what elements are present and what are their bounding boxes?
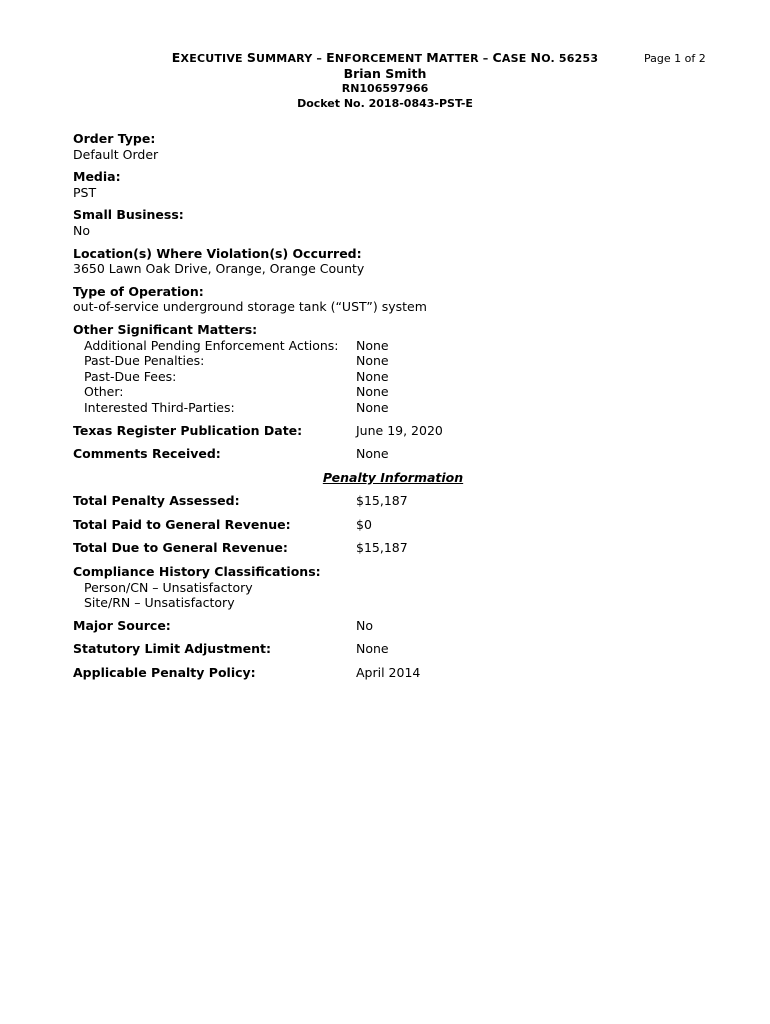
major-source-value: No [356, 617, 373, 633]
title-part: S [246, 50, 257, 65]
operation-block [73, 284, 713, 315]
compliance-label: Compliance History Classifications: [73, 564, 321, 580]
major-source-row [73, 618, 713, 634]
item-key: Additional Pending Enforcement Actions: [84, 337, 339, 353]
penalty-section-heading [73, 470, 713, 486]
docket-number: Docket No. 2018-0843-PST-E [297, 97, 473, 110]
penalty-section-title: Penalty Information [322, 469, 464, 485]
item-value: None [356, 384, 389, 400]
penalty-policy-value: April 2014 [356, 665, 421, 681]
media-block [73, 169, 713, 200]
compliance-list [73, 580, 713, 611]
list-item [84, 338, 713, 354]
item-value: None [356, 399, 389, 415]
title-part: M [426, 50, 439, 65]
major-source-label: Major Source: [73, 617, 171, 633]
publication-date-row [73, 423, 713, 439]
item-value: None [356, 368, 389, 384]
compliance-block [73, 564, 713, 611]
title-part: C [492, 50, 502, 65]
operation-label: Type of Operation: [73, 283, 204, 299]
item-key: Past-Due Penalties: [84, 353, 205, 369]
small-business-value: No [73, 222, 90, 238]
location-label: Location(s) Where Violation(s) Occurred: [73, 245, 362, 261]
list-item: Person/CN – Unsatisfactory [84, 579, 253, 595]
title-part: N [530, 50, 542, 65]
statutory-limit-value: None [356, 641, 389, 657]
penalty-due-row [73, 540, 713, 556]
title-part: ASE [501, 52, 531, 65]
penalty-paid-value: $0 [356, 516, 372, 532]
list-item [84, 400, 713, 416]
operation-value: out-of-service underground storage tank (“UST”) system [73, 299, 427, 315]
title-part: O. 56253 [541, 52, 599, 65]
title-part: UMMARY – [256, 52, 327, 65]
comments-label: Comments Received: [73, 446, 221, 462]
item-key: Other: [84, 384, 124, 400]
small-business-label: Small Business: [73, 207, 184, 223]
list-item: Site/RN – Unsatisfactory [84, 595, 235, 611]
penalty-assessed-value: $15,187 [356, 493, 408, 509]
penalty-due-value: $15,187 [356, 540, 408, 556]
order-type-block [73, 131, 713, 162]
publication-date-value: June 19, 2020 [356, 422, 443, 438]
other-matters-block [73, 322, 713, 416]
comments-row [73, 446, 713, 462]
page-number: Page 1 of 2 [644, 52, 706, 65]
media-label: Media: [73, 169, 121, 185]
statutory-limit-label: Statutory Limit Adjustment: [73, 641, 271, 657]
penalty-policy-row [73, 665, 713, 681]
summary-body [73, 131, 713, 689]
item-key: Past-Due Fees: [84, 368, 177, 384]
title-part: E [326, 50, 335, 65]
title-part: E [171, 50, 181, 65]
order-type-label: Order Type: [73, 131, 156, 146]
title-part: ATTER – [438, 52, 493, 65]
title-part: XECUTIVE [180, 52, 247, 65]
location-value: 3650 Lawn Oak Drive, Orange, Orange County [73, 261, 365, 277]
location-block [73, 246, 713, 277]
publication-date-label: Texas Register Publication Date: [73, 422, 303, 438]
title-part: NFORCEMENT [334, 52, 427, 65]
list-item [84, 384, 713, 400]
penalty-paid-row [73, 517, 713, 533]
comments-value: None [356, 446, 389, 462]
penalty-assessed-label: Total Penalty Assessed: [73, 493, 240, 509]
penalty-policy-label: Applicable Penalty Policy: [73, 665, 256, 681]
order-type-value: Default Order [73, 146, 159, 162]
respondent-name: Brian Smith [343, 66, 427, 81]
item-value: None [356, 337, 389, 353]
item-key: Interested Third-Parties: [84, 399, 235, 415]
statutory-limit-row [73, 641, 713, 657]
list-item [84, 353, 713, 369]
regulated-entity-number: RN106597966 [341, 82, 429, 95]
other-matters-label: Other Significant Matters: [73, 321, 258, 337]
small-business-block [73, 207, 713, 238]
media-value: PST [73, 184, 97, 200]
item-value: None [356, 353, 389, 369]
penalty-due-label: Total Due to General Revenue: [73, 540, 288, 556]
penalty-assessed-row [73, 493, 713, 509]
list-item [84, 369, 713, 385]
other-matters-list [73, 338, 713, 416]
penalty-paid-label: Total Paid to General Revenue: [73, 516, 291, 532]
